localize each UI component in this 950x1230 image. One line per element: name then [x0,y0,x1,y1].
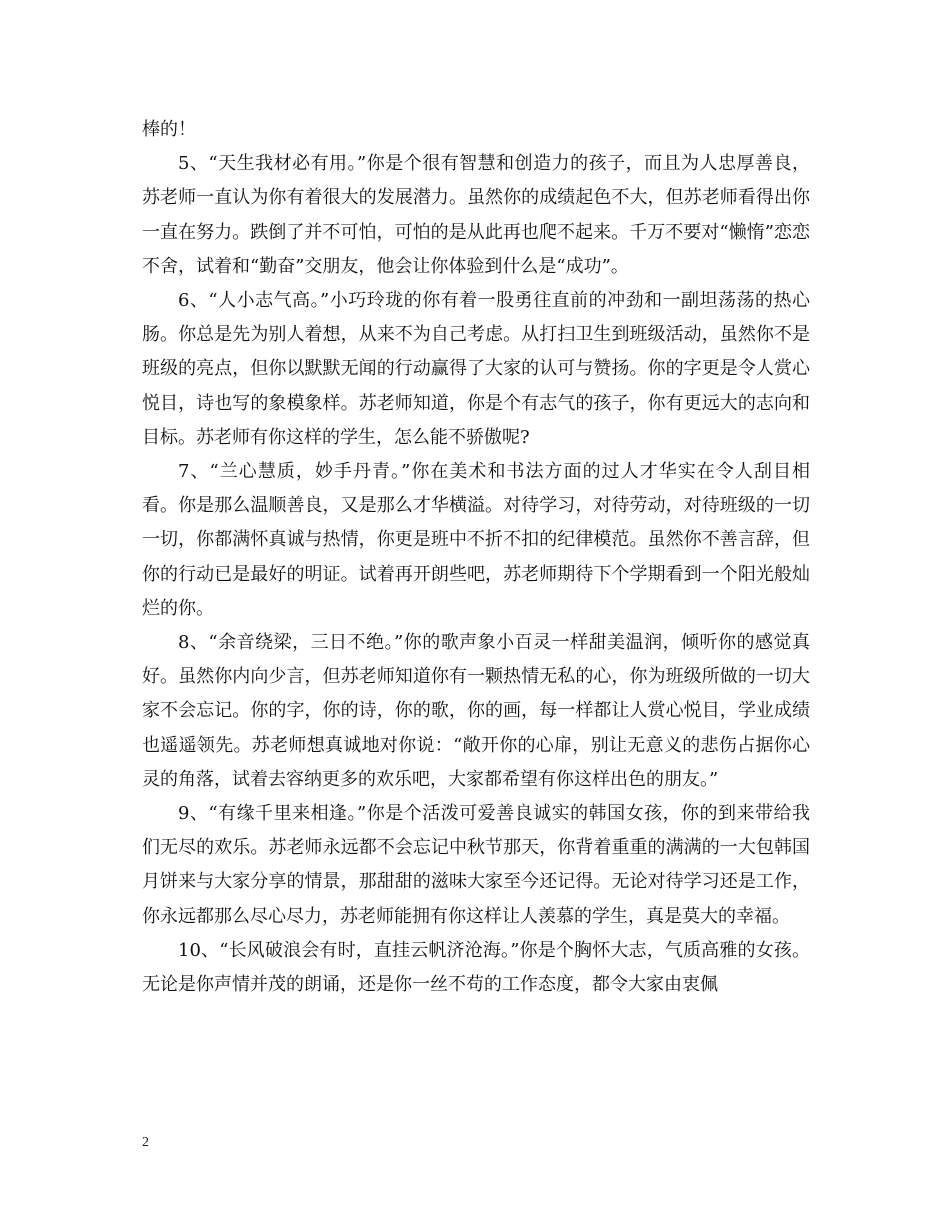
page-number: 2 [142,1135,149,1150]
comment-paragraph-5: 5、“天生我材必有用。”你是个很有智慧和创造力的孩子，而且为人忠厚善良，苏老师一直认为你有着很大的发展潜力。虽然你的成绩起色不大，但苏老师看得出你一直在努力。跌倒了并不可怕，可怕的是从此再也爬不起来。千万不要对“懒惰”恋恋不舍，试着和“勤奋”交朋友，他会让你体验到什么是“成功”。 [142,153,810,277]
document-body [142,113,810,1002]
comment-paragraph-7: 7、“兰心慧质，妙手丹青。”你在美术和书法方面的过人才华实在令人刮目相看。你是那么温顺善良，又是那么才华横溢。对待学习，对待劳动，对待班级的一切一切，你都满怀真诚与热情，你更是班中不折不扣的纪律模范。虽然你不善言辞，但你的行动已是最好的明证。试着再开朗些吧，苏老师期待下个学期看到一个阳光般灿烂的你。 [142,461,810,619]
comment-paragraph-6: 6、“人小志气高。”小巧玲珑的你有着一股勇往直前的冲劲和一副坦荡荡的热心肠。你总是先为别人着想，从来不为自己考虑。从打扫卫生到班级活动，虽然你不是班级的亮点，但你以默默无闻的行动赢得了大家的认可与赞扬。你的字更是令人赏心悦目，诗也写的象模象样。苏老师知道，你是个有志气的孩子，你有更远大的志向和目标。苏老师有你这样的学生，怎么能不骄傲呢? [142,290,810,448]
comment-paragraph-9: 9、“有缘千里来相逢。”你是个活泼可爱善良诚实的韩国女孩，你的到来带给我们无尽的欢乐。苏老师永远都不会忘记中秋节那天，你背着重重的满满的一大包韩国月饼来与大家分享的情景，那甜甜的滋味大家至今还记得。无论对待学习还是工作，你永远都那么尽心尽力，苏老师能拥有你这样让人羡慕的学生，真是莫大的幸福。 [142,803,810,927]
comment-paragraph-8: 8、“余音绕梁，三日不绝。”你的歌声象小百灵一样甜美温润，倾听你的感觉真好。虽然你内向少言，但苏老师知道你有一颗热情无私的心，你为班级所做的一切大家不会忘记。你的字，你的诗，你的歌，你的画，每一样都让人赏心悦目，学业成绩也遥遥领先。苏老师想真诚地对你说：“敞开你的心扉，别让无意义的悲伤占据你心灵的角落，试着去容纳更多的欢乐吧，大家都希望有你这样出色的朋友。” [142,632,810,790]
continuation-line: 棒的！ [142,119,196,140]
comment-paragraph-10: 10、“长风破浪会有时，直挂云帆济沧海。”你是个胸怀大志，气质高雅的女孩。无论是你声情并茂的朗诵，还是你一丝不苟的工作态度，都令大家由衷佩 [142,939,810,996]
